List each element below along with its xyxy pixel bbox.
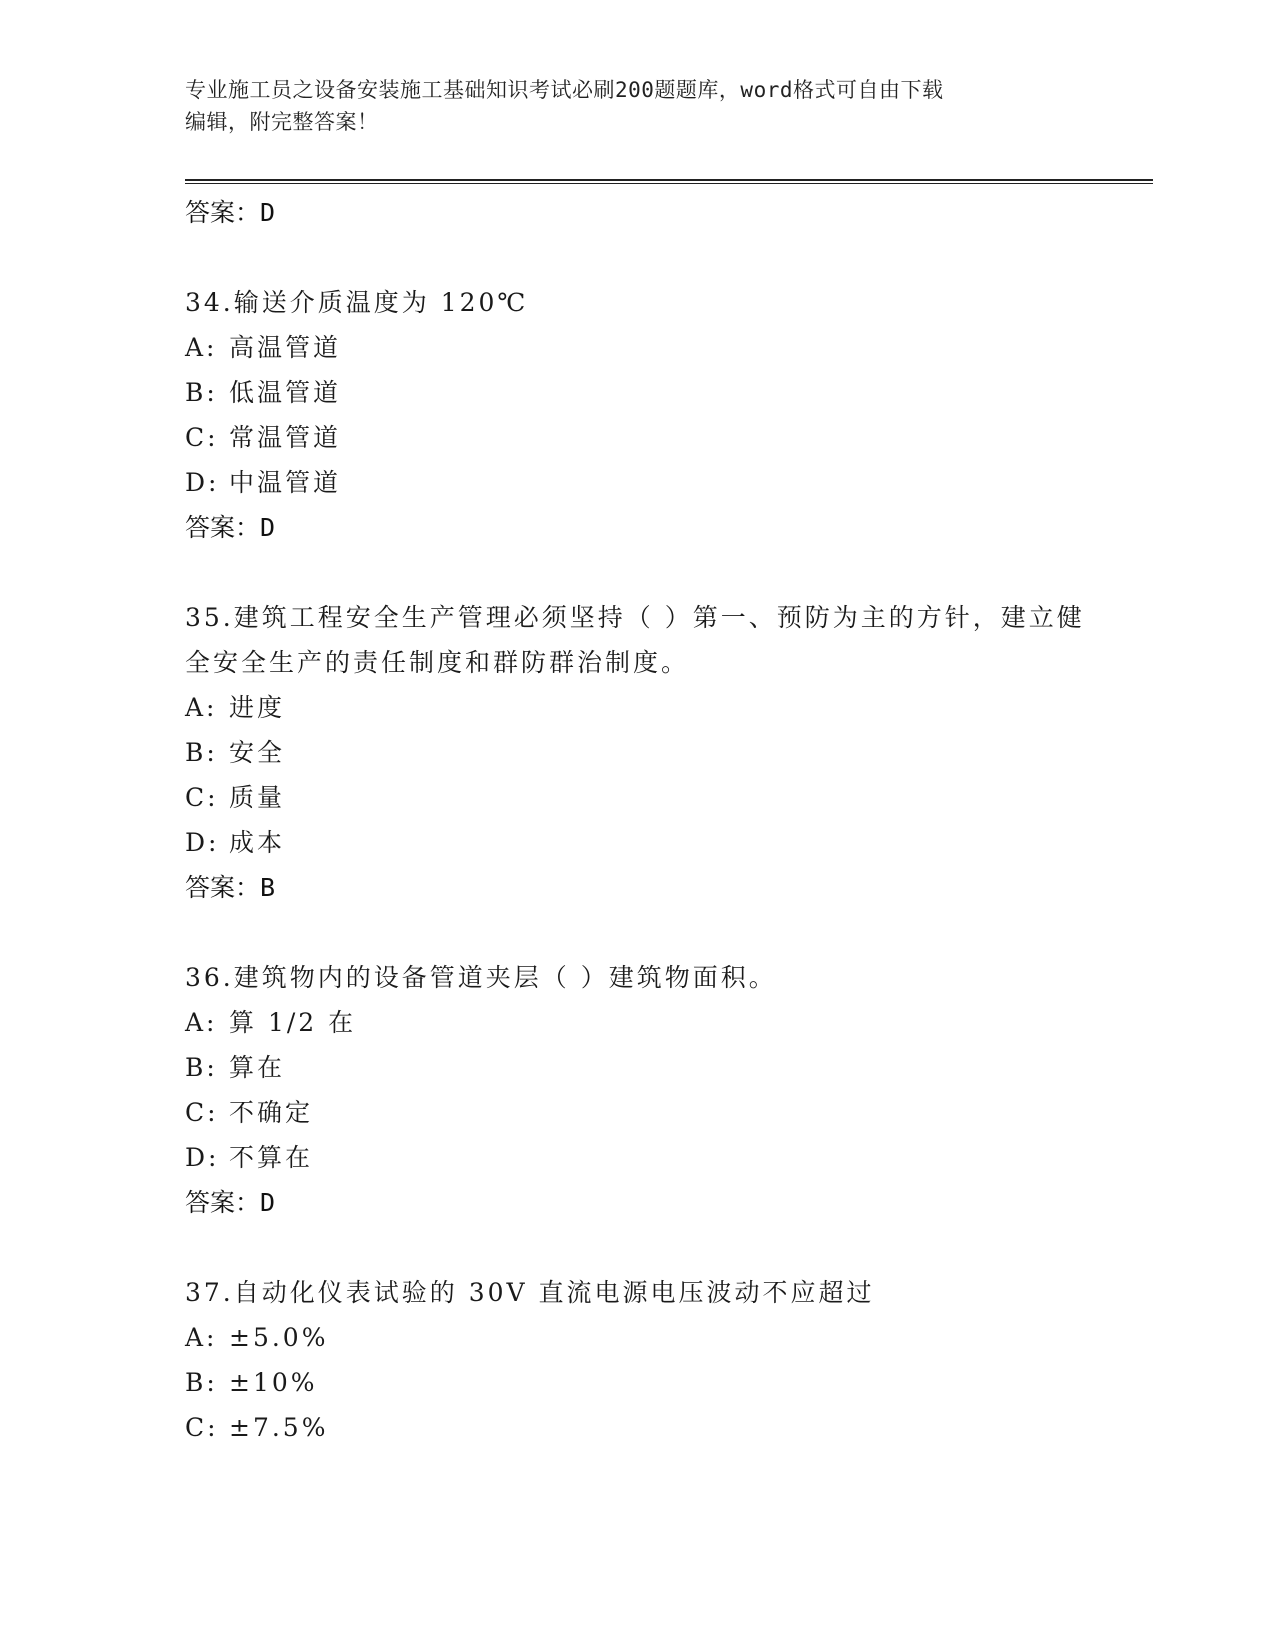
- header-divider-thin: [185, 183, 1153, 184]
- option-letter: D:: [185, 828, 220, 857]
- option-letter: A:: [185, 693, 218, 722]
- option-c: [185, 415, 1085, 460]
- header-title-line-1: 专业施工员之设备安装施工基础知识考试必刷200题题库，word格式可自由下载: [185, 78, 944, 102]
- option-d: [185, 1135, 1085, 1180]
- option-letter: B:: [185, 738, 218, 767]
- question-35: [185, 595, 1085, 910]
- option-letter: A:: [185, 1323, 218, 1352]
- option-text: ±10%: [229, 1368, 318, 1397]
- option-letter: C:: [185, 783, 219, 812]
- question-stem: 36.建筑物内的设备管道夹层（ ）建筑物面积。: [185, 963, 777, 992]
- question-stem: 34.输送介质温度为 120℃: [185, 288, 529, 317]
- option-a: [185, 1000, 1085, 1045]
- question-stem: 35.建筑工程安全生产管理必须坚持（ ）第一、预防为主的方针，建立健全安全生产的责任制度和群防群治制度。: [185, 603, 1085, 677]
- option-b: [185, 730, 1085, 775]
- option-text: ±5.0%: [229, 1323, 329, 1352]
- option-text: 算在: [229, 1053, 286, 1082]
- option-text: 常温管道: [229, 423, 342, 452]
- question-37: [185, 1270, 1085, 1450]
- question-answer: 答案：B: [185, 873, 276, 902]
- option-text: 中温管道: [229, 468, 342, 497]
- option-d: [185, 820, 1085, 865]
- option-a: [185, 325, 1085, 370]
- option-text: 低温管道: [229, 378, 342, 407]
- page-header: [185, 74, 1065, 138]
- option-b: [185, 370, 1085, 415]
- option-c: [185, 775, 1085, 820]
- option-letter: B:: [185, 1053, 218, 1082]
- question-34: [185, 280, 1085, 550]
- option-letter: D:: [185, 1143, 220, 1172]
- option-letter: A:: [185, 1008, 218, 1037]
- option-letter: B:: [185, 378, 218, 407]
- option-text: 不算在: [229, 1143, 314, 1172]
- header-title-line-2: 编辑，附完整答案！: [185, 110, 379, 134]
- question-stem: 37.自动化仪表试验的 30V 直流电源电压波动不应超过: [185, 1278, 875, 1307]
- option-text: 成本: [229, 828, 286, 857]
- option-c: [185, 1090, 1085, 1135]
- option-letter: C:: [185, 423, 219, 452]
- option-letter: C:: [185, 1413, 219, 1442]
- header-divider-thick: [185, 179, 1153, 181]
- previous-question-answer: 答案：D: [185, 198, 276, 227]
- option-a: [185, 685, 1085, 730]
- question-answer: 答案：D: [185, 513, 276, 542]
- option-text: 进度: [229, 693, 286, 722]
- option-text: 质量: [229, 783, 286, 812]
- option-text: 算 1/2 在: [229, 1008, 357, 1037]
- option-letter: B:: [185, 1368, 218, 1397]
- option-b: [185, 1360, 1085, 1405]
- option-c: [185, 1405, 1085, 1450]
- question-36: [185, 955, 1085, 1225]
- option-a: [185, 1315, 1085, 1360]
- question-answer: 答案：D: [185, 1188, 276, 1217]
- option-letter: D:: [185, 468, 220, 497]
- option-letter: C:: [185, 1098, 219, 1127]
- option-text: ±7.5%: [229, 1413, 329, 1442]
- option-text: 高温管道: [229, 333, 342, 362]
- option-text: 安全: [229, 738, 286, 767]
- option-b: [185, 1045, 1085, 1090]
- question-list: [185, 190, 1085, 1450]
- option-text: 不确定: [229, 1098, 314, 1127]
- option-d: [185, 460, 1085, 505]
- option-letter: A:: [185, 333, 218, 362]
